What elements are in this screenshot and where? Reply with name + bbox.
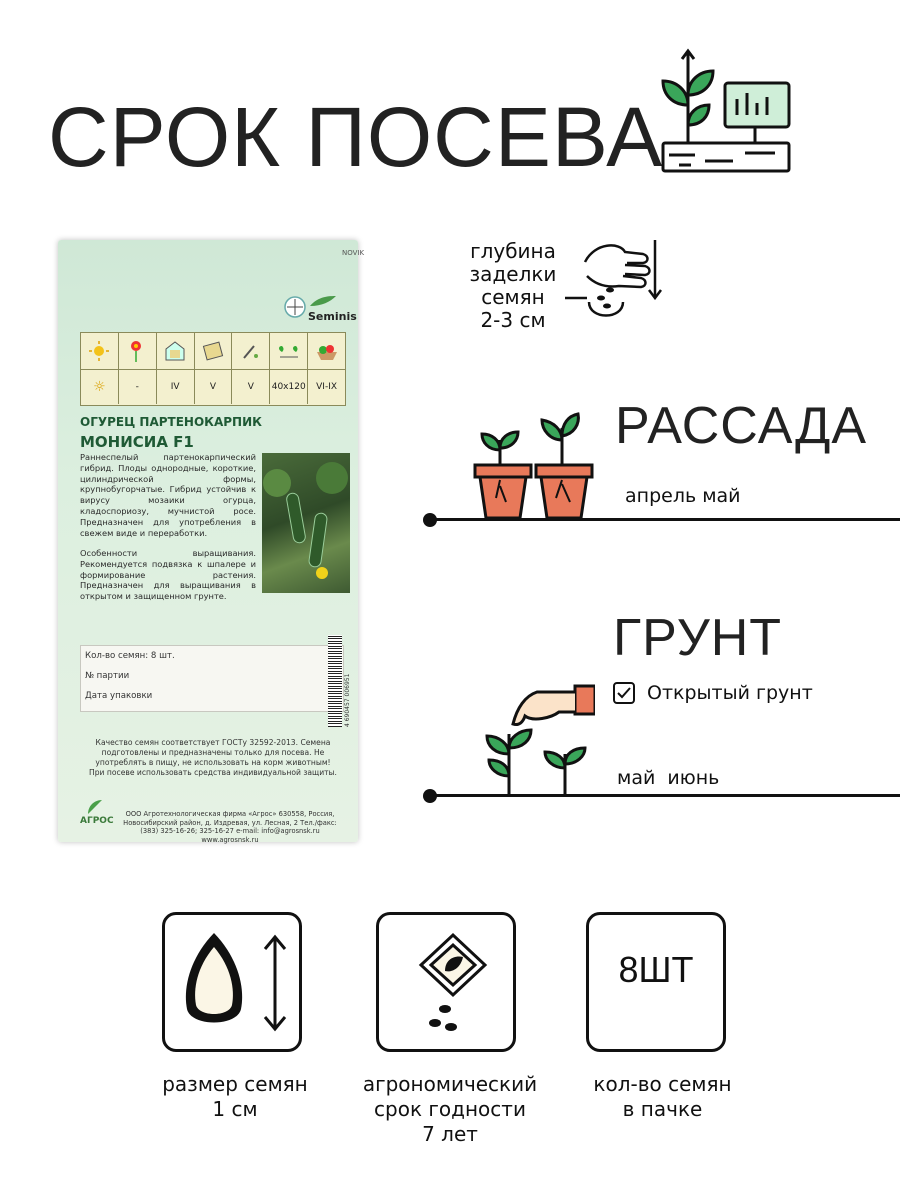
table-value: VI-IX [316,382,338,392]
caption-line: 7 лет [422,1122,478,1146]
company-address: ООО Агротехнологическая фирма «Агрос» 630558, Россия, Новосибирский район, д. Издревая, ул. Лесная, 2 Тел./факс: (383) 325-16-26; 325-16-27 e-mail: info@agrosnsk.ru www.agrosnsk.ru [123,810,337,844]
harvest-icon [308,333,345,369]
hand-planting-icon [475,682,595,797]
flower-icon [119,333,157,369]
table-value: IV [157,370,195,404]
table-value: ☼ [81,370,119,404]
caption-line: срок годности [374,1097,526,1121]
agros-logo-icon [84,798,108,816]
smart-farming-icon [655,45,795,180]
packet-description: Раннеспелый партенокарпический гибрид. Плоды однородные, короткие, цилиндрической формы, крупнобугорчатые. Гибрид устойчив к вирусу мозаики огурца, кладоспориозу, мучнистой росе. Предназначен для употребления в свежем виде и переработки. [80,452,256,538]
packet-info-box [80,645,344,712]
seed-count-caption [560,1072,765,1122]
depth-label-3: семян [481,285,545,309]
sowing-icon [232,333,270,369]
packet-variety-name: МОНИСИА F1 [80,433,194,451]
caption-line: размер семян [162,1072,308,1096]
table-value: V [232,370,270,404]
seed-bag-icon [403,929,493,1039]
table-value: - [119,370,157,404]
seedling-months: апрель май [625,485,741,507]
caption-line: в пачке [622,1097,703,1121]
quality-notice: Качество семян соответствует ГОСТу 32592-2013. Семена подготовлены и предназначены только для посева. Не употреблять в пищу, не использовать на корм животным! При посеве использовать средства индивидуальной защиты. [89,738,337,777]
caption-line: агрономический [362,1072,538,1096]
bayer-logo-icon [284,296,306,318]
seed-count-value: 8ШТ [618,949,694,990]
depth-label-1: глубина [470,239,556,263]
packet-title: ОГУРЕЦ ПАРТЕНОКАРПИК [80,415,262,429]
seed-size-icon [179,929,289,1037]
depth-label-4: 2-3 см [480,308,546,332]
cucumber-photo [262,453,350,593]
timeline-line [430,794,900,797]
seedling-pots-icon [470,410,600,522]
seed-packet-image [58,240,365,844]
ground-heading: ГРУНТ [613,609,783,667]
seed-count-card [586,912,726,1052]
seed-count-label: Кол-во семян: 8 шт. [85,651,175,661]
seed-size-card [162,912,302,1052]
ground-months: май июнь [617,767,720,789]
batch-label: № партии [85,671,130,681]
spacing-icon [270,333,308,369]
pack-date-label: Дата упаковки [85,691,153,701]
novik-label: NOVIK [342,249,365,257]
checkbox-icon [612,681,636,705]
table-value: 40x120 [270,370,308,404]
caption-line: 1 см [212,1097,258,1121]
page-title: СРОК ПОСЕВА [48,90,664,184]
depth-label-2: заделки [469,262,557,286]
brand-label: Seminis [308,310,357,323]
seedling-heading: РАССАДА [615,397,868,455]
table-value: V [195,370,233,404]
packet-features: Особенности выращивания. Рекомендуется подвязка к шпалере и формирование растения. Предназначен для выращивания в открытом и защищенном грунте. [80,548,256,602]
barcode-number: 4 690457 006951 [344,673,351,727]
barcode [328,635,342,727]
agros-logo-text: АГРОС [80,816,114,826]
hand-sowing-icon [565,232,670,327]
shelf-life-card [376,912,516,1052]
seed-packet-icon [195,333,233,369]
shelf-life-caption [340,1072,560,1147]
greenhouse-icon [157,333,195,369]
growing-table [80,332,346,406]
seminis-leaf-icon [308,294,338,308]
open-ground-label: Открытый грунт [647,682,813,704]
sun-icon [81,333,119,369]
seed-size-caption [140,1072,330,1122]
caption-line: кол-во семян [593,1072,732,1096]
timeline-line [430,518,900,521]
